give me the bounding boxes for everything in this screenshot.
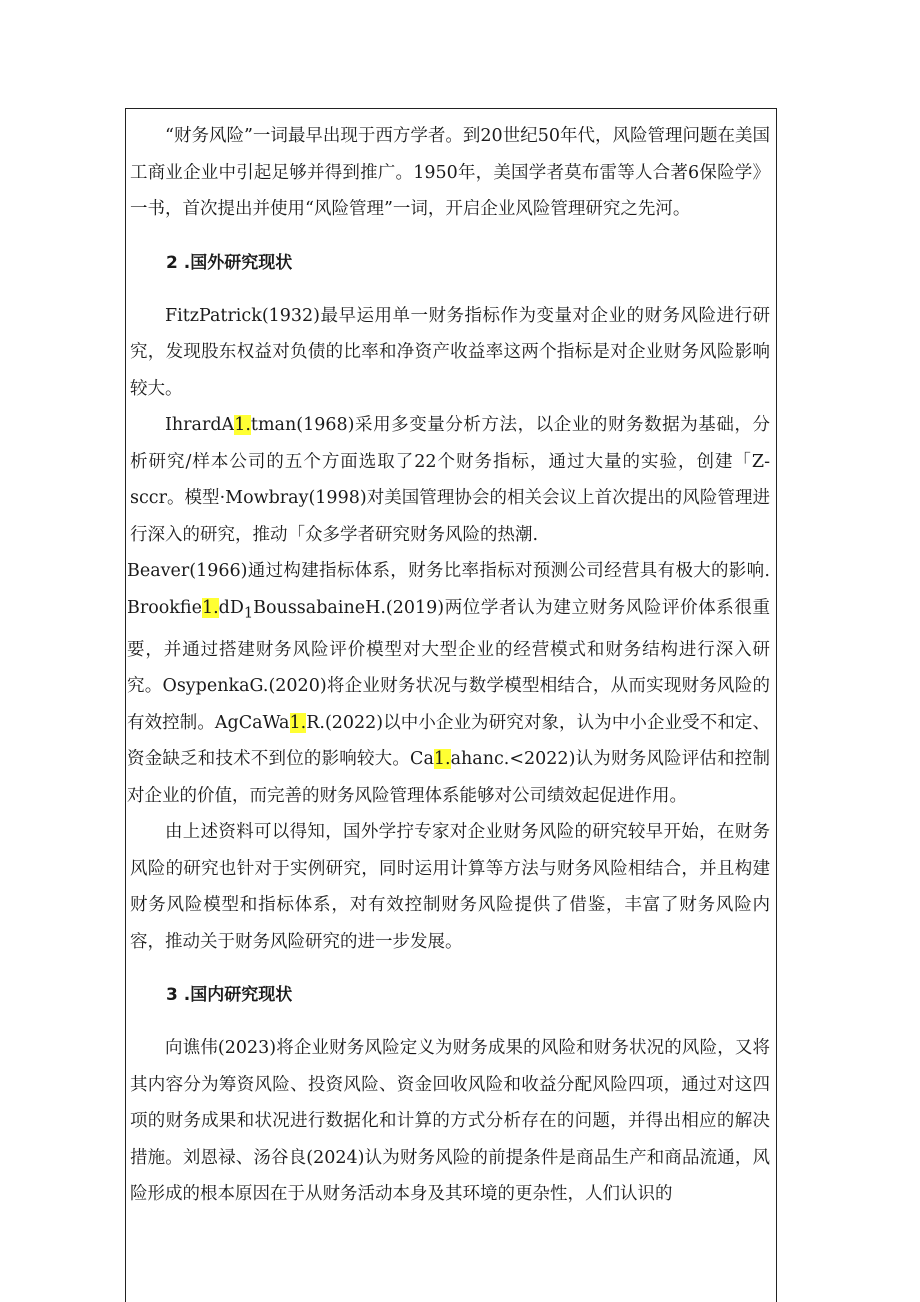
heading-foreign-research: 2 .国外研究现状	[166, 252, 293, 273]
text-run: IhrardA	[165, 415, 235, 435]
text-run: dD	[218, 597, 244, 618]
intro-paragraph: “财务风险”一词最早出现于西方学者。到20世纪50年代，风险管理问题在美国工商业企业中引起足够并得到推广。1950年，美国学者莫布雷等人合著6保险学》一书，首次提出并使用“风险管理”一词，开启企业风险管理研究之先河。	[130, 126, 770, 219]
foreign-paragraph-1: FitzPatrick(1932)最早运用单一财务指标作为变量对企业的财务风险进行研究，发现股东权益对负债的比率和净资产收益率这两个指标是对企业财务风险影响较大。	[130, 305, 770, 399]
text-run: Beaver(1966)通过构建指标体系，财务比率指标对预测公司经营具有极大的影响. Brookfie	[127, 561, 770, 618]
text-run: BoussabaineH.(2019)两位学者认为建立财务风险评价体系很重要，并通过搭建财务风险评价模型对大型企业的经营模式和财务结构进行深入研究。OsypenkaG.(2020)将企业财务状况与数学模型相结合，从而实现财务风险的有效控制。AgCaWa	[127, 597, 770, 733]
foreign-summary-paragraph: 由上述资料可以得知，国外学拧专家对企业财务风险的研究较早开始，在财务风险的研究也针对于实例研究，同时运用计算等方法与财务风险相结合，并且构建财务风险模型和指标体系，对有效控制财务风险提供了借鉴，丰富了财务风险内容，推动关于财务风险研究的进一步发展。	[130, 822, 770, 952]
highlight-mark: 1.	[289, 712, 307, 733]
highlight-mark: 1.	[201, 597, 219, 618]
subscript: 1	[243, 604, 254, 621]
highlight-mark: 1.	[433, 749, 451, 769]
heading-domestic-research: 3 .国内研究现状	[166, 985, 293, 1005]
text-run: ahanc.<2022)认为财务风险评估和控制对企业的价值，而完善的财务风险管理体系能够对公司绩效起促进作用。	[127, 749, 770, 806]
foreign-paragraph-3	[127, 553, 770, 814]
foreign-paragraph-2	[130, 407, 770, 553]
text-run: tman(1968)采用多变量分析方法，以企业的财务数据为基础，分析研究/样本公司的五个方面选取了22个财务指标，通过大量的实验，创建「Z-sccr。模型·Mowbray(1998)对美国管理协会的相关会议上首次提出的风险管理进行深入的研究，推动「众多学者研究财务风险的热潮.	[130, 415, 770, 545]
highlight-mark: 1.	[234, 415, 251, 435]
document-body	[127, 118, 770, 1213]
text-run: R.(2022)以中小企业为研究对象，认为中小企业受不和定、资金缺乏和技术不到位的影响较大。Ca	[127, 712, 770, 769]
domestic-paragraph-1: 向谯伟(2023)将企业财务风险定义为财务成果的风险和财务状况的风险，又将其内容分为筹资风险、投资风险、资金回收风险和收益分配风险四项，通过对这四项的财务成果和状况进行数据化和计算的方式分析存在的问题，并得出相应的解决措施。刘恩禄、汤谷良(2024)认为财务风险的前提条件是商品生产和商品流通，风险形成的根本原因在于从财务活动本身及其环境的更杂性，人们认识的	[130, 1038, 770, 1204]
